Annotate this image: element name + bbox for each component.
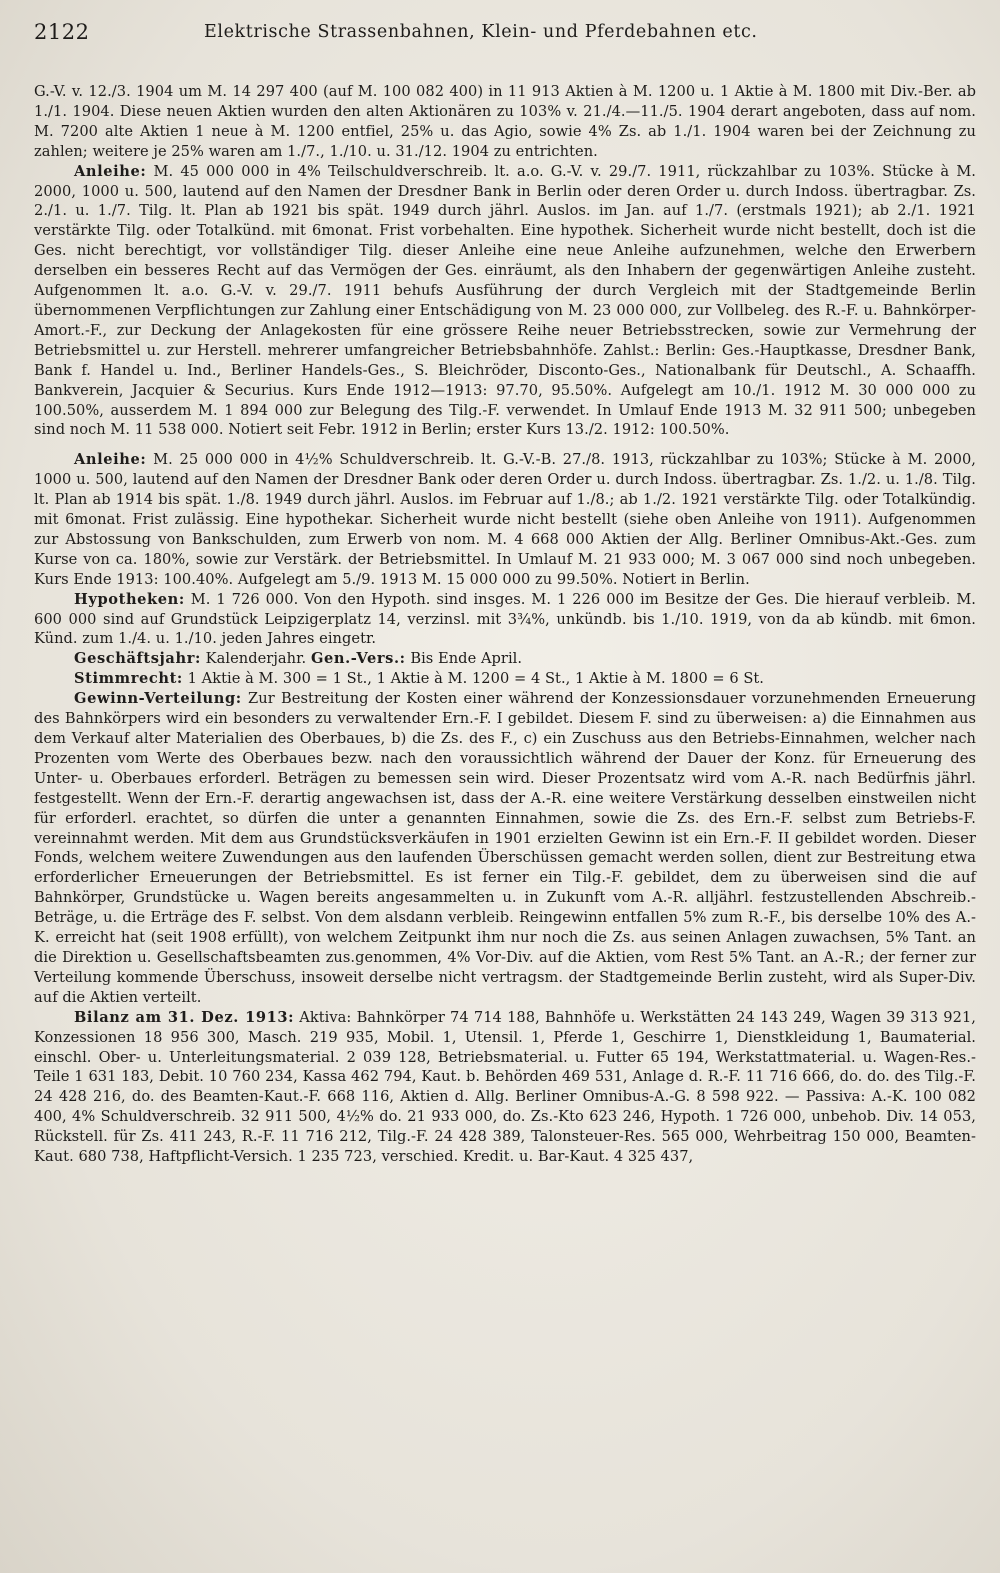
paragraph-geschaeftsjahr xyxy=(34,649,976,669)
section-label-stimmrecht: Stimmrecht: xyxy=(74,670,183,688)
running-head xyxy=(34,20,976,60)
section-label-gen-vers: Gen.-Vers.: xyxy=(310,650,406,668)
paragraph-hypotheken xyxy=(34,590,976,650)
section-label-gewinn-verteilung: Gewinn-Verteilung: xyxy=(74,690,242,708)
section-label-bilanz: Bilanz am 31. Dez. 1913: xyxy=(74,1008,295,1026)
paragraph-text: Bis Ende April. xyxy=(405,650,523,668)
paragraph-gap xyxy=(34,440,976,450)
paragraph-text: G.-V. v. 12./3. 1904 um M. 14 297 400 (auf M. 100 082 400) in 11 913 Aktien à M. 1200 u. 1 Aktie à M. 1800 mit Div.-Ber. ab 1./1. 1904. Diese neuen Aktien wurden den alten Aktionären zu 103% v. 21./4.—11./5. 1904 derart angeboten, dass auf nom. M. 7200 alte Aktien 1 neue à M. 1200 entfiel, 25% u. das Agio, sowie 4% Zs. ab 1./1. 1904 waren bei der Zeichnung zu zahlen; weitere je 25% waren am 1./7., 1./10. u. 31./12. 1904 zu entrichten. xyxy=(34,83,976,160)
section-label-hypotheken: Hypotheken: xyxy=(74,590,185,608)
paragraph-capital-increase xyxy=(34,82,976,162)
section-label-anleihe: Anleihe: xyxy=(74,162,147,180)
paragraph-text: Kalenderjahr. xyxy=(200,650,307,668)
paragraph-text: M. 25 000 000 in 4½% Schuldverschreib. lt. G.-V.-B. 27./8. 1913, rückzahlbar zu 103%; Stücke à M. 2000, 1000 u. 500, lautend auf den Namen der Dresdner Bank oder deren Order u. durch Indoss. übertragbar. Zs. 1./2. u. 1./8. Tilg. lt. Plan ab 1914 bis spät. 1./8. 1949 durch jährl. Auslos. im Februar auf 1./8.; ab 1./2. 1921 verstärkte Tilg. oder Totalkündig. mit 6monat. Frist zulässig. Eine hypothekar. Sicherheit wurde nicht bestellt (siehe oben Anleihe von 1911). Aufgenommen zur Abstossung von Bankschulden, zum Erwerb von nom. M. 4 668 000 Aktien der Allg. Berliner Omnibus-Akt.-Ges. zum Kurse von ca. 180%, sowie zur Verstärk. der Betriebsmittel. In Umlauf M. 21 933 000; M. 3 067 000 sind noch unbegeben. Kurs Ende 1913: 100.40%. Aufgelegt am 5./9. 1913 M. 15 000 000 zu 99.50%. Notiert in Berlin. xyxy=(34,451,976,588)
paragraph-gewinn-verteilung xyxy=(34,689,976,1008)
paragraph-text: M. 1 726 000. Von den Hypoth. sind insges. M. 1 226 000 im Besitze der Ges. Die hierauf verbleib. M. 600 000 sind auf Grundstück Leipzigerplatz 14, verzinsl. mit 3¾%, unkündb. bis 1./10. 1919, von da ab kündb. mit 6mon. Künd. zum 1./4. u. 1./10. jeden Jahres eingetr. xyxy=(34,590,976,648)
paragraph-anleihe-1911 xyxy=(34,162,976,441)
section-label-geschaeftsjahr: Geschäftsjahr: xyxy=(74,650,201,668)
paragraph-text: 1 Aktie à M. 300 = 1 St., 1 Aktie à M. 1200 = 4 St., 1 Aktie à M. 1800 = 6 St. xyxy=(182,670,764,688)
page-number: 2122 xyxy=(34,20,90,44)
paragraph-bilanz xyxy=(34,1008,976,1167)
paragraph-stimmrecht xyxy=(34,669,976,689)
paragraph-anleihe-1913 xyxy=(34,450,976,589)
section-label-anleihe: Anleihe: xyxy=(74,451,147,469)
running-title: Elektrische Strassenbahnen, Klein- und Pferdebahnen etc. xyxy=(204,22,758,42)
paragraph-text: Aktiva: Bahnkörper 74 714 188, Bahnhöfe u. Werkstätten 24 143 249, Wagen 39 313 921, Konzessionen 18 956 300, Masch. 219 935, Mobil. 1, Utensil. 1, Pferde 1, Geschirre 1, Dienstkleidung 1, Baumaterial. einschl. Ober- u. Unterleitungsmaterial. 2 039 128, Betriebsmaterial. u. Futter 65 194, Werkstattmaterial. u. Wagen-Res.-Teile 1 631 183, Debit. 10 760 234, Kassa 462 794, Kaut. b. Behörden 469 531, Anlage d. R.-F. 11 716 666, do. do. des Tilg.-F. 24 428 216, do. des Beamten-Kaut.-F. 668 116, Aktien d. Allg. Berliner Omnibus-A.-G. 8 598 922. — Passiva: A.-K. 100 082 400, 4% Schuldverschreib. 32 911 500, 4½% do. 21 933 000, do. Zs.-Kto 623 246, Hypoth. 1 726 000, unbehob. Div. 14 053, Rückstell. für Zs. 411 243, R.-F. 11 716 212, Tilg.-F. 24 428 389, Talonsteuer-Res. 565 000, Wehrbeitrag 150 000, Beamten-Kaut. 680 738, Haftpflicht-Versich. 1 235 723, verschied. Kredit. u. Bar-Kaut. 4 325 437, xyxy=(34,1008,976,1166)
paragraph-text: Zur Bestreitung der Kosten einer während der Konzessionsdauer vorzunehmenden Erneuerung des Bahnkörpers wird ein besonders zu verwaltender Ern.-F. I gebildet. Diesem F. sind zu überweisen: a) die Einnahmen aus dem Verkauf alter Materialien des Oberbaues, b) die Zs. des F., c) ein Zuschuss aus den Betriebs-Einnahmen, welcher nach Prozenten vom Werte des Oberbaues bezw. nach den voraussichtlich während der Dauer der Konz. für Erneuerung des Unter- u. Oberbaues erforderl. Beträgen zu bemessen sein wird. Dieser Prozentsatz wird vom A.-R. nach Bedürfnis jährl. festgestellt. Wenn der Ern.-F. derartig angewachsen ist, dass der A.-R. eine weitere Verstärkung desselben einstweilen nicht für erforderl. erachtet, so dürfen die unter a genannten Einnahmen, sowie die Zs. des Ern.-F. selbst zum Betriebs-F. vereinnahmt werden. Mit dem aus Grundstücksverkäufen in 1901 erzielten Gewinn ist ein Ern.-F. II gebildet worden. Dieser Fonds, welchem weitere Zuwendungen aus den laufenden Überschüssen gemacht werden sollen, dient zur Bestreitung etwa erforderlicher Erneuerungen der Betriebsmittel. Es ist ferner ein Tilg.-F. gebildet, dem zu überweisen sind die auf Bahnkörper, Grundstücke u. Wagen bereits angesammelten u. in Zukunft vom A.-R. alljährl. festzustellenden Abschreib.-Beträge, u. die Erträge des F. selbst. Von dem alsdann verbleib. Reingewinn entfallen 5% zum R.-F., bis derselbe 10% des A.-K. erreicht hat (seit 1908 erfüllt), von welchem Zeitpunkt ihm nur noch die Zs. aus seinen Anlagen zuwachsen, 5% Tant. an die Direktion u. Gesellschaftsbeamten zus.genommen, 4% Vor-Div. auf die Aktien, vom Rest 5% Tant. an A.-R.; der ferner zur Verteilung kommende Überschuss, insoweit derselbe nicht vertragsm. der Stadtgemeinde Berlin zusteht, wird als Super-Div. auf die Aktien verteilt. xyxy=(34,690,976,1006)
paragraph-text: M. 45 000 000 in 4% Teilschuldverschreib. lt. a.o. G.-V. v. 29./7. 1911, rückzahlbar zu 103%. Stücke à M. 2000, 1000 u. 500, lautend auf den Namen der Dresdner Bank in Berlin oder deren Order u. durch Indoss. übertragbar. Zs. 2./1. u. 1./7. Tilg. lt. Plan ab 1921 bis spät. 1949 durch jährl. Auslos. im Jan. auf 1./7. (erstmals 1921); ab 2./1. 1921 verstärkte Tilg. oder Totalkünd. mit 6monat. Frist vorbehalten. Eine hypothek. Sicherheit wurde nicht bestellt, doch ist die Ges. nicht berechtigt, vor vollständiger Tilg. dieser Anleihe eine neue Anleihe aufzunehmen, welche den Erwerbern derselben ein besseres Recht auf das Vermögen der Ges. einräumt, als den Inhabern der gegenwärtigen Anleihe zusteht. Aufgenommen lt. a.o. G.-V. v. 29./7. 1911 behufs Ausführung der durch Vergleich mit der Stadtgemeinde Berlin übernommenen Verpflichtungen zur Zahlung einer Entschädigung von M. 23 000 000, zur Vollbeleg. des R.-F. u. Bahnkörper-Amort.-F., zur Deckung der Anlagekosten für eine grössere Reihe neuer Betriebsstrecken, sowie zur Vermehrung der Betriebsmittel u. zur Herstell. mehrerer umfangreicher Betriebsbahnhöfe. Zahlst.: Berlin: Ges.-Hauptkasse, Dresdner Bank, Bank f. Handel u. Ind., Berliner Handels-Ges., S. Bleichröder, Disconto-Ges., Nationalbank für Deutschl., A. Schaaffh. Bankverein, Jacquier & Securius. Kurs Ende 1912—1913: 97.70, 95.50%. Aufgelegt am 10./1. 1912 M. 30 000 000 zu 100.50%, ausserdem M. 1 894 000 zur Belegung des Tilg.-F. verwendet. In Umlauf Ende 1913 M. 32 911 500; unbegeben sind noch M. 11 538 000. Notiert seit Febr. 1912 in Berlin; erster Kurs 13./2. 1912: 100.50%. xyxy=(34,162,976,439)
body-text xyxy=(34,82,976,1167)
